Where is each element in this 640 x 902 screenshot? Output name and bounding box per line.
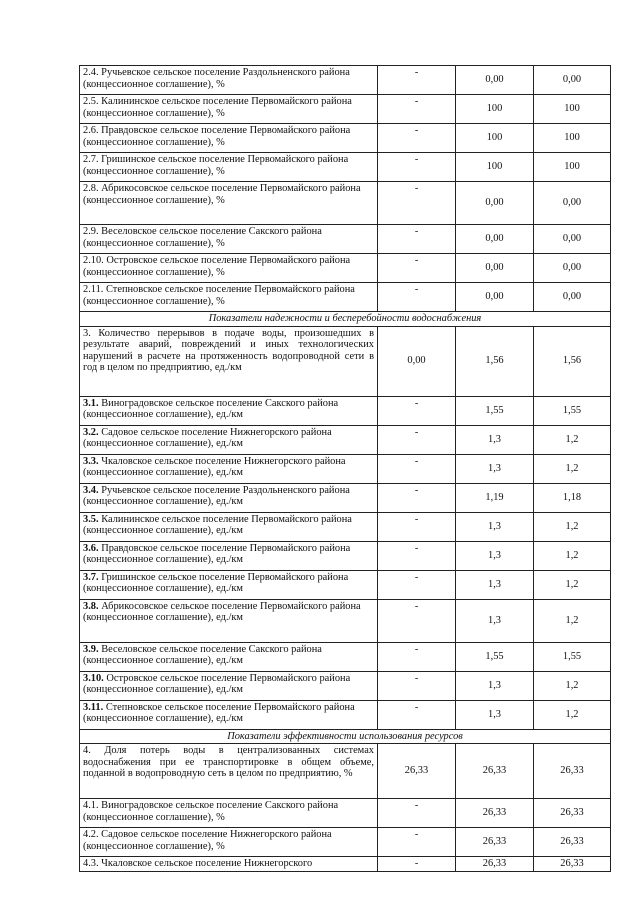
indicator-label-cell [80,225,378,254]
cell-value: 100 [564,132,580,144]
cell-value: 26,33 [560,858,584,870]
indicator-label: Чкаловское сельское поселение Нижнегорского района (концессионное соглашение), ед./км [83,455,346,479]
cell-value: 100 [564,103,580,115]
indicator-label-cell [80,454,378,483]
cell-value: 1,2 [565,578,579,590]
indicator-label: 4.1. Виноградовское сельское поселение Сакского района (концессионное соглашение), % [83,800,339,823]
value-cell-year-1 [456,671,534,700]
value-cell-year-1 [456,425,534,454]
cell-value: 1,2 [565,520,579,532]
section-header-row [80,312,611,327]
base-value-cell [378,254,456,283]
value-cell-year-1 [456,254,534,283]
value-cell-year-2 [534,642,611,671]
indicator-label-cell [80,512,378,541]
cell-value: 1,2 [565,614,579,626]
table-row [80,396,611,425]
value-cell-year-1 [456,225,534,254]
indicator-label-cell [80,182,378,225]
table-row [80,671,611,700]
base-value-cell [378,512,456,541]
cell-value: - [414,800,419,812]
item-number: 3.4. [83,484,99,496]
item-number: 3.10. [83,672,104,684]
item-number: 3.7. [83,571,99,583]
cell-value: - [414,455,419,467]
indicator-label-cell [80,124,378,153]
indicator-label: Абрикосовское сельское поселение Первомайского района (концессионное соглашение), ед./км [83,600,361,624]
indicator-label-cell [80,799,378,828]
value-cell-year-1 [456,828,534,857]
indicator-label-cell [80,744,378,799]
cell-value: 100 [486,132,503,144]
cell-value: 26,33 [560,836,584,848]
value-cell-year-1 [456,66,534,95]
cell-value: 1,2 [565,708,579,720]
base-value-cell [378,326,456,396]
cell-value: 0,00 [562,197,582,209]
value-cell-year-2 [534,828,611,857]
cell-value: 26,33 [560,807,584,819]
item-number: 3.9. [83,643,99,655]
value-cell-year-2 [534,254,611,283]
cell-value: - [414,672,419,684]
cell-value: 1,3 [488,578,501,590]
cell-value: 1,2 [565,433,579,445]
base-value-cell [378,857,456,872]
table-row [80,700,611,729]
table-row [80,425,611,454]
item-number: 3.6. [83,542,99,554]
value-cell-year-1 [456,599,534,642]
base-value-cell [378,153,456,182]
value-cell-year-1 [456,642,534,671]
table-row [80,454,611,483]
table-row [80,153,611,182]
indicators-table-body [80,66,611,872]
section-header-row [80,729,611,744]
table-row [80,857,611,872]
base-value-cell [378,225,456,254]
base-value-cell [378,182,456,225]
value-cell-year-1 [456,857,534,872]
value-cell-year-2 [534,225,611,254]
item-number: 3.8. [83,600,99,612]
cell-value: 100 [486,103,503,115]
cell-value: - [414,426,419,438]
cell-value: - [414,284,419,295]
base-value-cell [378,124,456,153]
cell-value: 1,2 [565,549,579,561]
cell-value: 1,3 [488,520,501,532]
value-cell-year-1 [456,95,534,124]
base-value-cell [378,570,456,599]
value-cell-year-2 [534,425,611,454]
indicator-label: 2.10. Островское сельское поселение Первомайского района (концессионное соглашение), % [83,255,351,278]
indicator-label-cell [80,254,378,283]
indicator-label: 2.8. Абрикосовское сельское поселение Первомайского района (концессионное соглашение), % [83,183,361,206]
base-value-cell [378,396,456,425]
cell-value: 1,18 [562,491,582,503]
cell-value: 1,3 [488,549,501,561]
cell-value: 1,56 [485,355,504,367]
indicator-label: 2.4. Ручьевское сельское поселение Раздольненского района (концессионное соглашение), % [83,67,350,90]
indicator-label-cell [80,541,378,570]
value-cell-year-2 [534,599,611,642]
cell-value: - [414,226,419,237]
cell-value: 1,3 [488,679,501,691]
value-cell-year-2 [534,512,611,541]
base-value-cell [378,95,456,124]
value-cell-year-1 [456,326,534,396]
table-row [80,570,611,599]
indicator-label: Гришинское сельское поселение Первомайского района (концессионное соглашение), ед./км [83,571,349,595]
cell-value: - [414,183,419,194]
cell-value: - [414,96,419,107]
value-cell-year-2 [534,66,611,95]
indicator-label: 4.3. Чкаловское сельское поселение Нижнегорского [83,858,313,870]
indicator-label-cell [80,828,378,857]
indicator-label-cell [80,153,378,182]
cell-value: 26,33 [404,765,429,777]
indicator-label-cell [80,396,378,425]
table-row [80,599,611,642]
base-value-cell [378,799,456,828]
base-value-cell [378,828,456,857]
indicator-label-cell [80,599,378,642]
cell-value: 26,33 [482,836,507,848]
indicator-label-cell [80,283,378,312]
indicator-label-cell [80,425,378,454]
table-row [80,744,611,799]
base-value-cell [378,642,456,671]
cell-value: 1,2 [565,679,579,691]
cell-value: 1,2 [565,462,579,474]
item-number: 3.2. [83,426,99,438]
base-value-cell [378,483,456,512]
cell-value: 100 [564,161,580,173]
table-row [80,254,611,283]
cell-value: 1,55 [562,404,582,416]
value-cell-year-2 [534,744,611,799]
cell-value: - [414,484,419,496]
value-cell-year-2 [534,153,611,182]
cell-value: - [414,67,419,78]
value-cell-year-1 [456,124,534,153]
cell-value: - [414,571,419,583]
value-cell-year-2 [534,857,611,872]
indicator-label-cell [80,642,378,671]
indicator-label: 2.9. Веселовское сельское поселение Сакского района (концессионное соглашение), % [83,226,322,249]
indicator-label-cell [80,671,378,700]
value-cell-year-2 [534,396,611,425]
cell-value: 0,00 [562,291,582,303]
value-cell-year-2 [534,283,611,312]
cell-value: 26,33 [560,765,584,777]
value-cell-year-2 [534,570,611,599]
value-cell-year-1 [456,744,534,799]
value-cell-year-2 [534,95,611,124]
indicator-label: Виноградовское сельское поселение Сакского района (концессионное соглашение), ед./км [83,397,339,421]
value-cell-year-1 [456,182,534,225]
cell-value: 0,00 [485,74,504,86]
value-cell-year-2 [534,326,611,396]
base-value-cell [378,700,456,729]
indicator-label: Ручьевское сельское поселение Раздольненского района (концессионное соглашение), ед./км [83,484,350,508]
item-number: 3.11. [83,701,104,713]
cell-value: 26,33 [482,765,507,777]
table-row [80,66,611,95]
indicator-label-cell [80,570,378,599]
indicator-label-cell [80,857,378,872]
value-cell-year-1 [456,454,534,483]
value-cell-year-2 [534,483,611,512]
cell-value: 0,00 [485,233,504,245]
section-title: Показатели эффективности использования ресурсов [80,729,611,744]
base-value-cell [378,541,456,570]
base-value-cell [378,425,456,454]
value-cell-year-1 [456,512,534,541]
base-value-cell [378,283,456,312]
cell-value: - [414,125,419,136]
value-cell-year-2 [534,671,611,700]
indicator-label: Правдовское сельское поселение Первомайского района (концессионное соглашение), ед./км [83,542,351,566]
cell-value: - [414,829,419,841]
cell-value: 0,00 [485,262,504,274]
indicator-label-cell [80,95,378,124]
indicator-label: 2.11. Степновское сельское поселение Первомайского района (концессионное соглашение), % [83,284,355,307]
table-row [80,642,611,671]
cell-value: - [414,255,419,266]
table-row [80,828,611,857]
cell-value: 26,33 [482,858,507,870]
value-cell-year-1 [456,153,534,182]
table-row [80,512,611,541]
value-cell-year-1 [456,283,534,312]
table-row [80,541,611,570]
cell-value: - [414,600,419,612]
indicator-label: 2.6. Правдовское сельское поселение Первомайского района (концессионное соглашение), % [83,125,351,148]
cell-value: - [414,701,419,713]
value-cell-year-2 [534,454,611,483]
cell-value: 0,00 [407,355,426,367]
indicator-label: 4.2. Садовое сельское поселение Нижнегорского района (концессионное соглашение), % [83,829,332,852]
table-row [80,124,611,153]
indicator-label: 4. Доля потерь воды в централизованных системах водоснабжения при ее транспортировке в общем объеме, поданной в водопроводную сеть в целом по предприятию, % [83,745,374,780]
indicator-label: Садовое сельское поселение Нижнегорского района (концессионное соглашение), ед./км [83,426,332,450]
cell-value: - [414,397,419,409]
cell-value: 1,3 [488,708,501,720]
cell-value: 26,33 [482,807,507,819]
table-row [80,326,611,396]
value-cell-year-1 [456,541,534,570]
value-cell-year-1 [456,483,534,512]
table-row [80,799,611,828]
cell-value: 1,3 [488,433,501,445]
base-value-cell [378,599,456,642]
indicators-table [79,65,611,872]
base-value-cell [378,454,456,483]
indicator-label-cell [80,483,378,512]
value-cell-year-1 [456,799,534,828]
value-cell-year-2 [534,799,611,828]
indicator-label: Степновское сельское поселение Первомайского района (концессионное соглашение), ед./км [83,701,355,725]
value-cell-year-1 [456,396,534,425]
item-number: 3.5. [83,513,99,525]
table-row [80,182,611,225]
table-row [80,283,611,312]
indicator-label-cell [80,66,378,95]
item-number: 3.1. [83,397,99,409]
indicator-label: Калининское сельское поселение Первомайского района (концессионное соглашение), ед./км [83,513,352,537]
value-cell-year-2 [534,541,611,570]
item-number: 3.3. [83,455,99,467]
section-title: Показатели надежности и бесперебойности водоснабжения [80,312,611,327]
cell-value: 1,55 [562,650,582,662]
cell-value: - [414,858,419,870]
indicator-label-cell [80,700,378,729]
table-row [80,225,611,254]
indicator-label: Веселовское сельское поселение Сакского района (концессионное соглашение), ед./км [83,643,322,667]
indicator-label: 2.5. Калининское сельское поселение Первомайского района (концессионное соглашение), % [83,96,352,119]
base-value-cell [378,66,456,95]
table-row [80,95,611,124]
cell-value: 0,00 [562,74,582,86]
base-value-cell [378,744,456,799]
cell-value: - [414,542,419,554]
cell-value: 1,3 [488,462,501,474]
indicator-label: 2.7. Гришинское сельское поселение Первомайского района (концессионное соглашение), % [83,154,349,177]
cell-value: 0,00 [485,291,504,303]
indicator-label-cell [80,326,378,396]
cell-value: 0,00 [485,197,504,209]
cell-value: 0,00 [562,262,582,274]
cell-value: - [414,154,419,165]
indicator-label: Островское сельское поселение Первомайского района (концессионное соглашение), ед./км [83,672,351,696]
cell-value: 1,55 [485,404,504,416]
cell-value: - [414,513,419,525]
indicator-label: 3. Количество перерывов в подаче воды, произошедших в результате аварий, повреждений и иных технологических нарушений в расчете на протяженность водопроводной сети в год в целом по предприятию, ед./км [83,327,374,374]
cell-value: - [414,643,419,655]
cell-value: 100 [486,161,503,173]
table-row [80,483,611,512]
base-value-cell [378,671,456,700]
cell-value: 1,3 [488,614,501,626]
cell-value: 1,19 [485,491,504,503]
value-cell-year-1 [456,700,534,729]
cell-value: 1,55 [485,650,504,662]
cell-value: 0,00 [562,233,582,245]
value-cell-year-2 [534,124,611,153]
value-cell-year-2 [534,700,611,729]
cell-value: 1,56 [562,355,582,367]
value-cell-year-2 [534,182,611,225]
value-cell-year-1 [456,570,534,599]
